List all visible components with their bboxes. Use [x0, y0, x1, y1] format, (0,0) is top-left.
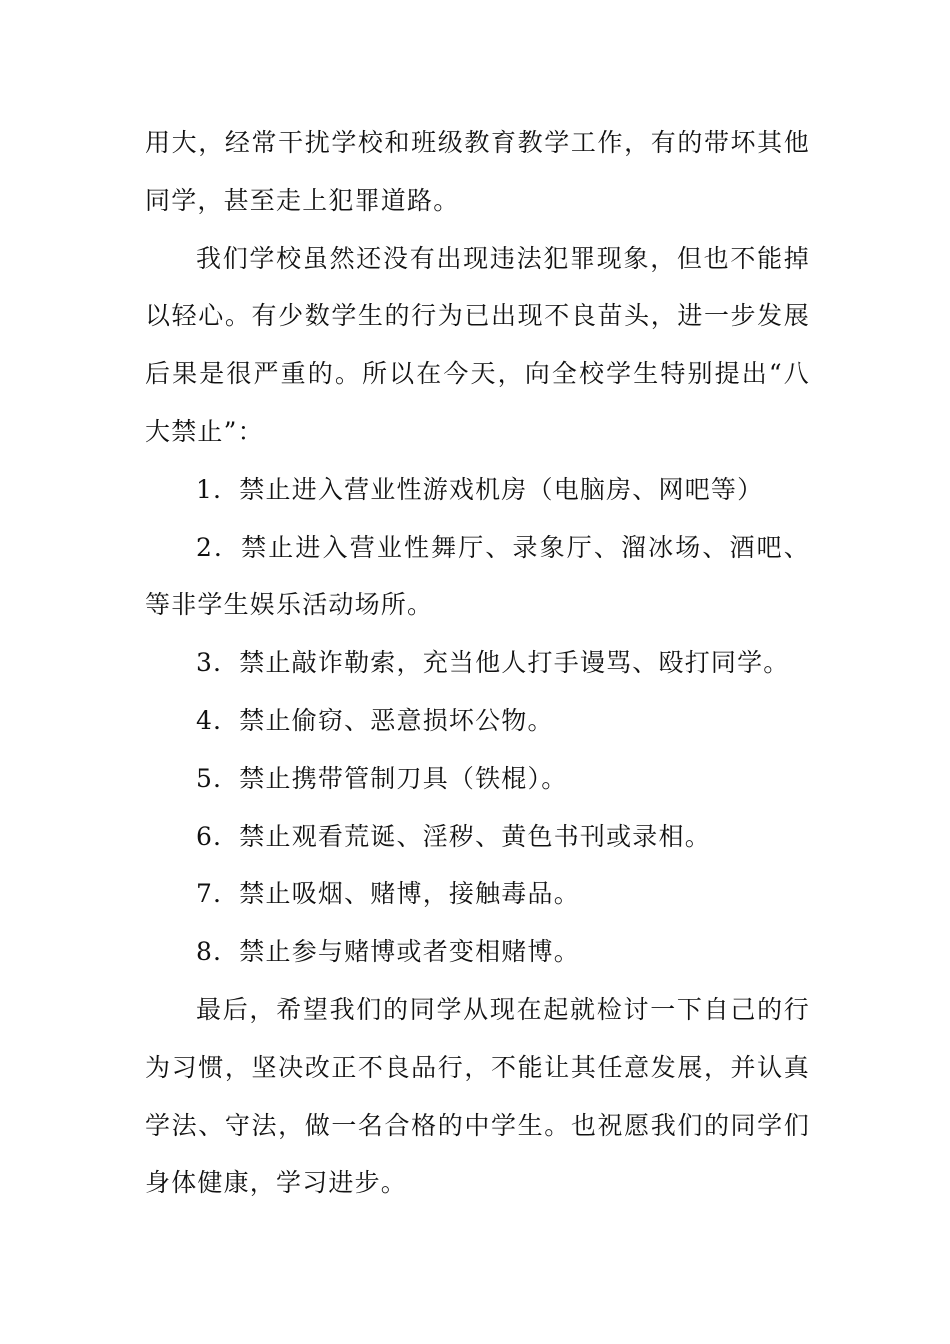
rule-item-3: 3．禁止敲诈勒索，充当他人打手谩骂、殴打同学。	[196, 648, 790, 678]
rule-item-1: 1．禁止进入营业性游戏机房（电脑房、网吧等）	[196, 474, 764, 504]
paragraph-intro: 我们学校虽然还没有出现违法犯罪现象，但也不能掉以轻心。有少数学生的行为已出现不良苗头，进一步发展后果是很严重的。所以在今天，向全校学生特别提出“八大禁止”：	[145, 243, 810, 446]
rule-item-8: 8．禁止参与赌博或者变相赌博。	[196, 937, 580, 967]
rule-item-2: 2．禁止进入营业性舞厅、录象厅、溜冰场、酒吧、等非学生娱乐活动场所。	[145, 532, 810, 620]
document-body	[145, 114, 810, 1212]
paragraph-continuation: 用大，经常干扰学校和班级教育教学工作，有的带坏其他同学，甚至走上犯罪道路。	[145, 128, 810, 215]
paragraph-closing: 最后，希望我们的同学从现在起就检讨一下自己的行为习惯，坚决改正不良品行，不能让其任意发展，并认真学法、守法，做一名合格的中学生。也祝愿我们的同学们身体健康，学习进步。	[145, 994, 810, 1198]
rule-item-5: 5．禁止携带管制刀具（铁棍）。	[196, 763, 568, 793]
rule-item-4: 4．禁止偷窃、恶意损坏公物。	[196, 705, 554, 735]
rule-item-7: 7．禁止吸烟、赌博，接触毒品。	[196, 879, 580, 909]
rule-item-6: 6．禁止观看荒诞、淫秽、黄色书刊或录相。	[196, 821, 711, 851]
